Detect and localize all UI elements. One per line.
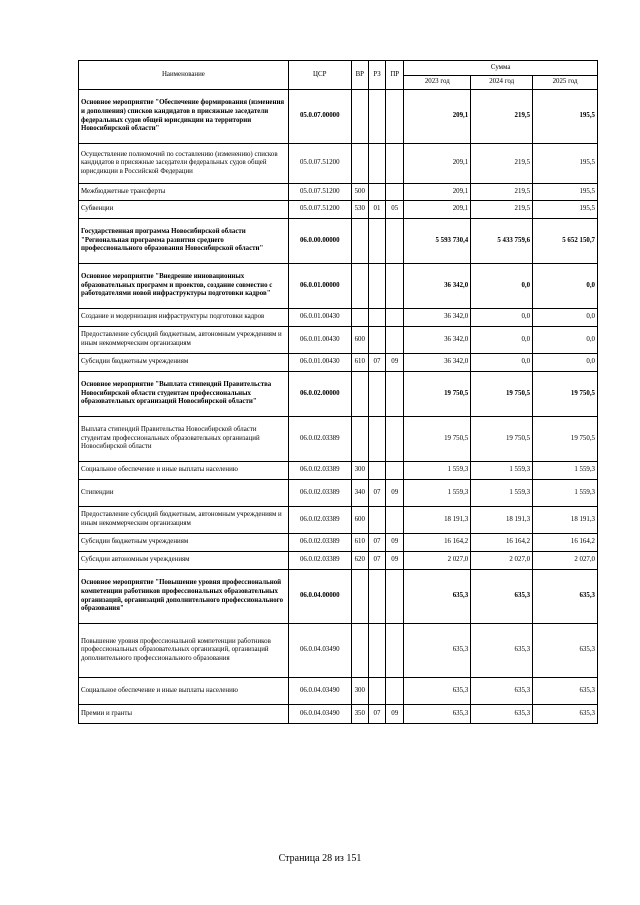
row-rz [368, 219, 385, 264]
row-value-2025: 19 750,5 [533, 417, 598, 462]
row-csr: 06.0.01.00430 [288, 309, 351, 327]
row-name: Социальное обеспечение и иные выплаты населению [79, 462, 289, 480]
row-value-2025: 19 750,5 [533, 372, 598, 417]
row-value-2023: 36 342,0 [404, 264, 471, 309]
row-value-2023: 19 750,5 [404, 372, 471, 417]
table-row [79, 705, 598, 724]
row-rz [368, 327, 385, 354]
row-rz: 01 [368, 201, 385, 219]
row-value-2025: 0,0 [533, 309, 598, 327]
row-rz [368, 507, 385, 534]
row-name: Основное мероприятие "Обеспечение формирования (изменения и дополнения) списков кандидатов в присяжные заседатели федеральных судов общей юрисдикции на территории Новосибирской области" [79, 90, 289, 144]
row-vr: 340 [351, 480, 368, 507]
row-pr [386, 372, 404, 417]
row-vr [351, 624, 368, 678]
row-csr: 06.0.00.00000 [288, 219, 351, 264]
header-sum: Сумма [404, 61, 598, 76]
row-name: Предоставление субсидий бюджетным, автономным учреждениям и иным некоммерческим организациям [79, 327, 289, 354]
row-csr: 06.0.02.03389 [288, 552, 351, 570]
row-vr [351, 417, 368, 462]
row-vr: 530 [351, 201, 368, 219]
row-pr: 05 [386, 201, 404, 219]
table-row [79, 264, 598, 309]
row-pr: 09 [386, 552, 404, 570]
row-pr [386, 184, 404, 201]
row-csr: 06.0.02.03389 [288, 507, 351, 534]
row-name: Основное мероприятие "Повышение уровня профессиональной компетенции работников профессиональных образовательных организаций, организаций дополнительного профессионального образования" [79, 570, 289, 624]
header-rz: РЗ [368, 61, 385, 90]
row-rz [368, 184, 385, 201]
header-name: Наименование [79, 61, 289, 90]
header-csr: ЦСР [288, 61, 351, 90]
row-value-2025: 0,0 [533, 327, 598, 354]
row-value-2023: 16 164,2 [404, 534, 471, 552]
table-row [79, 201, 598, 219]
row-pr [386, 327, 404, 354]
row-vr: 610 [351, 354, 368, 372]
row-value-2025: 195,5 [533, 201, 598, 219]
row-value-2024: 1 559,3 [471, 480, 533, 507]
row-value-2025: 635,3 [533, 624, 598, 678]
row-value-2024: 0,0 [471, 327, 533, 354]
row-value-2023: 19 750,5 [404, 417, 471, 462]
row-value-2023: 635,3 [404, 678, 471, 705]
table-row [79, 90, 598, 144]
row-name: Межбюджетные трансферты [79, 184, 289, 201]
row-vr [351, 570, 368, 624]
row-pr [386, 144, 404, 184]
row-value-2024: 635,3 [471, 678, 533, 705]
row-csr: 06.0.02.03389 [288, 417, 351, 462]
row-value-2024: 19 750,5 [471, 417, 533, 462]
row-rz [368, 264, 385, 309]
row-value-2024: 2 027,0 [471, 552, 533, 570]
row-value-2025: 16 164,2 [533, 534, 598, 552]
row-value-2024: 219,5 [471, 144, 533, 184]
row-name: Создание и модернизация инфраструктуры подготовки кадров [79, 309, 289, 327]
row-value-2025: 635,3 [533, 678, 598, 705]
row-name: Осуществление полномочий по составлению (изменению) списков кандидатов в присяжные заседатели федеральных судов общей юрисдикции в Российской Федерации [79, 144, 289, 184]
row-vr [351, 144, 368, 184]
row-value-2024: 19 750,5 [471, 372, 533, 417]
table-row [79, 354, 598, 372]
row-value-2024: 219,5 [471, 90, 533, 144]
table-row [79, 417, 598, 462]
row-vr: 610 [351, 534, 368, 552]
header-row [79, 61, 598, 76]
page-number: Страница 28 из 151 [278, 853, 362, 864]
row-value-2023: 635,3 [404, 624, 471, 678]
row-value-2024: 219,5 [471, 184, 533, 201]
row-pr [386, 678, 404, 705]
row-pr: 09 [386, 705, 404, 724]
row-name: Субвенции [79, 201, 289, 219]
row-csr: 05.0.07.51200 [288, 144, 351, 184]
row-pr [386, 309, 404, 327]
row-value-2023: 5 593 730,4 [404, 219, 471, 264]
row-pr [386, 90, 404, 144]
row-value-2024: 635,3 [471, 570, 533, 624]
header-year-2024: 2024 год [471, 76, 533, 90]
row-pr [386, 624, 404, 678]
row-value-2025: 0,0 [533, 264, 598, 309]
row-value-2023: 1 559,3 [404, 462, 471, 480]
row-value-2023: 209,1 [404, 184, 471, 201]
row-value-2024: 16 164,2 [471, 534, 533, 552]
row-value-2024: 0,0 [471, 264, 533, 309]
row-value-2025: 195,5 [533, 90, 598, 144]
row-value-2023: 209,1 [404, 201, 471, 219]
row-value-2025: 1 559,3 [533, 480, 598, 507]
row-name: Социальное обеспечение и иные выплаты населению [79, 678, 289, 705]
row-pr [386, 462, 404, 480]
row-value-2025: 0,0 [533, 354, 598, 372]
row-value-2023: 18 191,3 [404, 507, 471, 534]
row-csr: 06.0.02.00000 [288, 372, 351, 417]
row-rz: 07 [368, 354, 385, 372]
row-name: Премии и гранты [79, 705, 289, 724]
row-csr: 06.0.02.03389 [288, 534, 351, 552]
row-pr: 09 [386, 354, 404, 372]
row-name: Выплата стипендий Правительства Новосибирской области студентам профессиональных образовательных организаций Новосибирской области [79, 417, 289, 462]
budget-table [78, 60, 598, 724]
row-value-2023: 36 342,0 [404, 354, 471, 372]
row-vr: 500 [351, 184, 368, 201]
row-name: Государственная программа Новосибирской области "Региональная программа развития среднего профессионального образования Новосибирской области" [79, 219, 289, 264]
row-value-2025: 2 027,0 [533, 552, 598, 570]
row-value-2023: 1 559,3 [404, 480, 471, 507]
row-rz: 07 [368, 534, 385, 552]
row-rz [368, 90, 385, 144]
table-row [79, 570, 598, 624]
row-vr: 600 [351, 327, 368, 354]
row-value-2023: 209,1 [404, 144, 471, 184]
row-csr: 06.0.04.03490 [288, 678, 351, 705]
row-vr [351, 90, 368, 144]
header-vr: ВР [351, 61, 368, 90]
header-year-2025: 2025 год [533, 76, 598, 90]
row-name: Основное мероприятие "Выплата стипендий Правительства Новосибирской области студентам профессиональных образовательных организаций Новосибирской области" [79, 372, 289, 417]
table-row [79, 309, 598, 327]
row-csr: 05.0.07.00000 [288, 90, 351, 144]
row-vr: 600 [351, 507, 368, 534]
row-value-2023: 209,1 [404, 90, 471, 144]
row-rz [368, 462, 385, 480]
row-value-2025: 195,5 [533, 184, 598, 201]
row-name: Основное мероприятие "Внедрение инновационных образовательных программ и проектов, создание совместно с работодателями новой инфраструктуры подготовки кадров" [79, 264, 289, 309]
row-pr [386, 264, 404, 309]
row-value-2025: 1 559,3 [533, 462, 598, 480]
row-value-2024: 5 433 759,6 [471, 219, 533, 264]
row-value-2024: 0,0 [471, 309, 533, 327]
row-name: Повышение уровня профессиональной компетенции работников профессиональных образовательных организаций, организаций дополнительного профессионального образования [79, 624, 289, 678]
row-vr [351, 219, 368, 264]
row-value-2024: 219,5 [471, 201, 533, 219]
row-pr: 09 [386, 480, 404, 507]
row-rz [368, 570, 385, 624]
row-name: Предоставление субсидий бюджетным, автономным учреждениям и иным некоммерческим организациям [79, 507, 289, 534]
table-row [79, 327, 598, 354]
row-rz: 07 [368, 552, 385, 570]
row-csr: 05.0.07.51200 [288, 201, 351, 219]
row-rz [368, 309, 385, 327]
table-row [79, 624, 598, 678]
row-vr: 350 [351, 705, 368, 724]
row-vr: 620 [351, 552, 368, 570]
row-value-2023: 2 027,0 [404, 552, 471, 570]
row-csr: 06.0.01.00430 [288, 354, 351, 372]
table-row [79, 372, 598, 417]
row-rz: 07 [368, 705, 385, 724]
row-value-2023: 635,3 [404, 570, 471, 624]
table-row [79, 507, 598, 534]
table-row [79, 678, 598, 705]
row-value-2025: 635,3 [533, 570, 598, 624]
row-rz [368, 372, 385, 417]
table-row [79, 219, 598, 264]
row-rz [368, 624, 385, 678]
table-row [79, 534, 598, 552]
row-vr: 300 [351, 678, 368, 705]
row-csr: 06.0.01.00430 [288, 327, 351, 354]
row-value-2024: 635,3 [471, 624, 533, 678]
row-pr [386, 507, 404, 534]
row-value-2025: 635,3 [533, 705, 598, 724]
row-pr [386, 219, 404, 264]
row-csr: 05.0.07.51200 [288, 184, 351, 201]
header-year-2023: 2023 год [404, 76, 471, 90]
row-csr: 06.0.04.03490 [288, 624, 351, 678]
row-pr: 09 [386, 534, 404, 552]
row-value-2025: 18 191,3 [533, 507, 598, 534]
row-pr [386, 570, 404, 624]
row-value-2024: 0,0 [471, 354, 533, 372]
row-csr: 06.0.02.03389 [288, 480, 351, 507]
row-rz [368, 678, 385, 705]
table-row [79, 184, 598, 201]
row-rz [368, 144, 385, 184]
row-vr [351, 264, 368, 309]
row-csr: 06.0.01.00000 [288, 264, 351, 309]
row-csr: 06.0.04.00000 [288, 570, 351, 624]
row-value-2024: 18 191,3 [471, 507, 533, 534]
row-csr: 06.0.04.03490 [288, 705, 351, 724]
table-row [79, 552, 598, 570]
row-value-2024: 1 559,3 [471, 462, 533, 480]
table-row [79, 144, 598, 184]
row-value-2025: 195,5 [533, 144, 598, 184]
row-vr [351, 372, 368, 417]
row-pr [386, 417, 404, 462]
row-name: Субсидии бюджетным учреждениям [79, 534, 289, 552]
row-name: Субсидии автономным учреждениям [79, 552, 289, 570]
row-rz: 07 [368, 480, 385, 507]
table-row [79, 480, 598, 507]
row-value-2025: 5 652 150,7 [533, 219, 598, 264]
row-value-2023: 36 342,0 [404, 327, 471, 354]
row-value-2024: 635,3 [471, 705, 533, 724]
table-body [79, 61, 598, 724]
row-vr [351, 309, 368, 327]
table-row [79, 462, 598, 480]
row-vr: 300 [351, 462, 368, 480]
row-value-2023: 36 342,0 [404, 309, 471, 327]
row-name: Стипендии [79, 480, 289, 507]
row-csr: 06.0.02.03389 [288, 462, 351, 480]
row-name: Субсидии бюджетным учреждениям [79, 354, 289, 372]
header-pr: ПР [386, 61, 404, 90]
row-value-2023: 635,3 [404, 705, 471, 724]
row-rz [368, 417, 385, 462]
